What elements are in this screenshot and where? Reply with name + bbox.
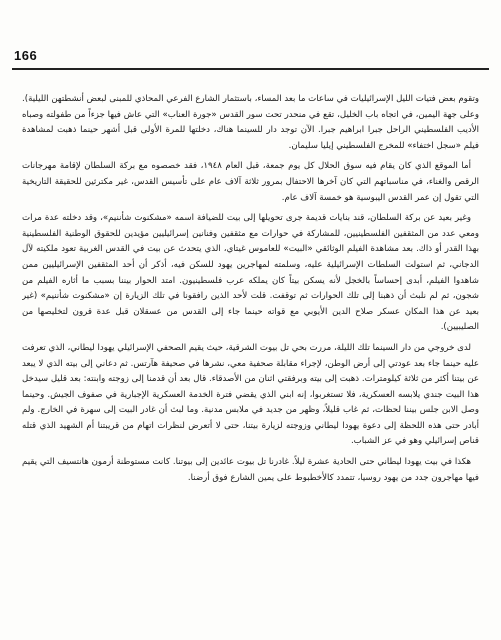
paragraph-2: أما الموقع الذي كان يقام فيه سوق الحلال كل يوم جمعة، قبل العام ١٩٤٨، فقد خصصوه مع بركة السلطان لإقامة مهرجانات الرقص والغناء، في مناسباتهم التي كان آخرها الاحتفال بمرور ثلاثة آلاف عام على تأسيس القدس، غير مكترثين للحقيقة التاريخية التي تقول إن عمر القدس اليبوسية هو خمسة آلاف عام.	[22, 161, 479, 203]
body-text	[22, 92, 479, 628]
paragraph-3: وغير بعيد عن بركة السلطان، قند بنايات قديمة جرى تحويلها إلى بيت للضيافة اسمه «مشكنوت شأننيم»، وقد دخلته عدة مرات ومعي عدد من المثقفين الفلسطينيين، للمشاركة في حوارات مع مثقفين وفنانين إسرائيليين مؤيدين للحقوق الوطنية الفلسطينية بهذا القدر أو ذاك. بعد مشاهدة الفيلم الوثائقي «البيت» للعاموس غيتاي، الذي يتحدث عن بيت في القدس الغربية تعود ملكيته لآل الدجاني، ثم استولت السلطات الإسرائيلية عليه، وسلمته لمهاجرين يهود للسكن فيه، أذكر أن أحد المثقفين الإسرائيليين ممن شاهدوا الفيلم، أبدى إحساساً بالخجل لأنه يسكن بيتاً كان يملكه عرب فلسطينيون. امتد الحوار بيننا بسبب ما أثاره الفيلم من شجون، ثم لم نلبث أن ذهبنا إلى تلك الحوارات ثم توقفت. قلت لأحد الذين رافقونا في تلك الزيارة إن «مشكنوت شأننيم» (غير بعيد عن هذا المكان عسكر صلاح الدين الأيوبي مع قواته حينما جاء إلى القدس من عسقلان قبل عدة قرون لتخليصها من الصليبيين).	[22, 213, 479, 333]
paragraph-5: هكذا في بيت يهودا ليطاني حتى الحادية عشرة ليلاً. غادرنا تل بيوت عائدين إلى بيوتنا. كانت مستوطنة أرمون هانتسيف التي يقيم فيها مهاجرون جدد من يهود روسيا، تتمدد كالأخطبوط على يمين الشارع فوق أرضنا.	[22, 457, 479, 483]
paragraph-4: لدى خروجي من دار السينما تلك الليلة، مررت بحي تل بيوت الشرقية، حيث يقيم الصحفي الإسرائيلي يهودا ليطاني، الذي تعرفت عليه حينما جاء بعد عودتي إلى أرض الوطن، لإجراء مقابلة صحفية معي، نشرها في صحيفة هآرتس. ثم دعاني إلى بيته الذي لا يبعد عن بيتنا أكثر من ثلاثة كيلومترات. ذهبت إلى بيته وبرفقتي اثنان من الأصدقاء. قال بعد أن قدمنا إلى زوجته وابنته: بعد قليل سيدخل هذا البيت جندي يلابسه العسكرية، فلا تستغربوا، إنه ابني الذي يقضي فترة الخدمة العسكرية الإجبارية في صفوف الجيش. وحينما وصل الابن جلس بيننا لحظات، ثم غاب قليلاً، وظهر من جديد في ملابس مدنية. وما لبث أن غادر البيت إلى سهرة في الخارج. ولم أبادر حتى هذه اللحظة إلى دعوة يهودا ليطاني وزوجته لزيارة بيتنا، حتى لا أتعرض لنظرات اتهام من قريبتنا أم الشهيد الذي قتله قناص إسرائيلي وهو في عز الشباب.	[22, 342, 479, 447]
paragraph-1: وتقوم بعض فتيات الليل الإسرائيليات في ساعات ما بعد المساء، باستثمار الشارع الفرعي المحاذي للمبنى لبعض أنشطتهن الليلية). وعلى جهة اليمين، في اتجاه باب الخليل، تقع في منحدر تحت سور القدس «جورة العناب» التي عاش فيها جزءاً من طفولته وصباه الأديب الفلسطيني الراحل جبرا ابراهيم جبرا. الآن توجد دار للسينما هناك، دخلتها للمرة الأولى قبل أشهر حينما ذهبت لمشاهدة فيلم «سجل اختفاء» للمخرج الفلسطيني إيليا سليمان.	[22, 94, 479, 151]
header-rule	[12, 68, 489, 70]
page-number: 166	[14, 48, 38, 63]
